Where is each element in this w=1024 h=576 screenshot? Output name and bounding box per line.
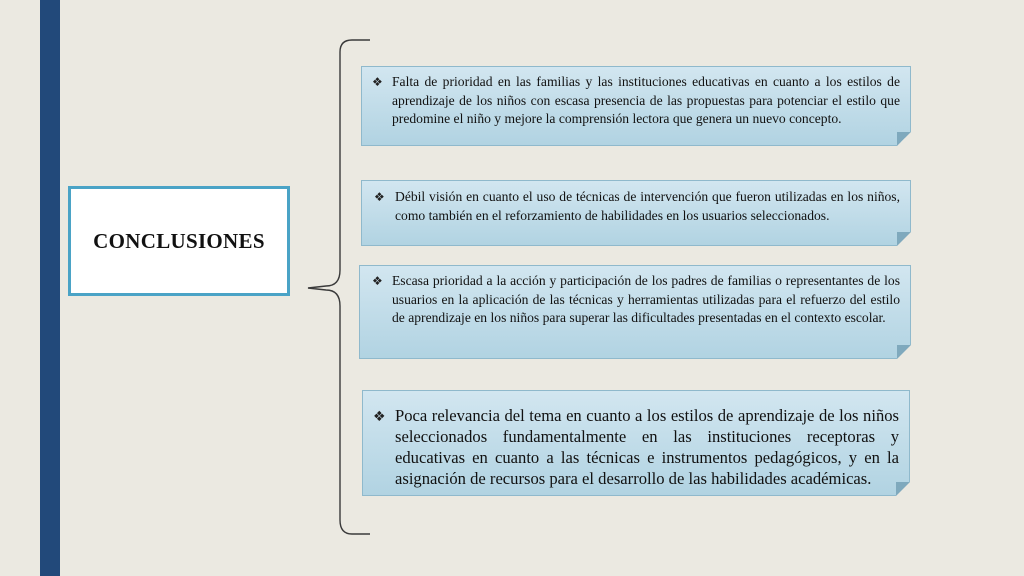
diamond-bullet-icon: ❖ xyxy=(374,190,385,204)
diamond-bullet-icon: ❖ xyxy=(372,274,383,288)
conclusion-card-3 xyxy=(359,265,911,359)
conclusion-text-1: Falta de prioridad en las familias y las instituciones educativas en cuanto a los estilos de aprendizaje de los niños con escasa presencia de las propuestas para potenciar el estilo que predomine el niño y mejore la comprensión lectora que genera un nuevo concepto. xyxy=(392,74,900,126)
page-fold-corner xyxy=(897,345,911,359)
conclusion-card-2 xyxy=(361,180,911,246)
conclusion-card-4 xyxy=(362,390,910,496)
conclusion-text-3: Escasa prioridad a la acción y participación de los padres de familias o representantes de los usuarios en la aplicación de las técnicas y herramientas utilizadas para el refuerzo del estilo de aprendizaje en los niños para superar las dificultades presentadas en el contexto escolar. xyxy=(392,273,900,325)
page-fold-corner xyxy=(896,482,910,496)
page-fold-corner xyxy=(897,132,911,146)
diamond-bullet-icon: ❖ xyxy=(373,409,386,425)
diamond-bullet-icon: ❖ xyxy=(372,75,383,89)
conclusions-title: CONCLUSIONES xyxy=(93,228,265,253)
conclusion-card-1 xyxy=(361,66,911,146)
conclusion-text-2: Débil visión en cuanto el uso de técnicas de intervención que fueron utilizadas en los niños, como también en el reforzamiento de habilidades en los usuarios seleccionados. xyxy=(395,189,900,223)
conclusion-text-4: Poca relevancia del tema en cuanto a los estilos de aprendizaje de los niños seleccionados fundamentalmente en las instituciones receptoras y educativas en cuanto a las técnicas e instrumentos pedagógicos, y en la asignación de recursos para el desarrollo de las habilidades académicas. xyxy=(395,406,899,488)
page-fold-corner xyxy=(897,232,911,246)
